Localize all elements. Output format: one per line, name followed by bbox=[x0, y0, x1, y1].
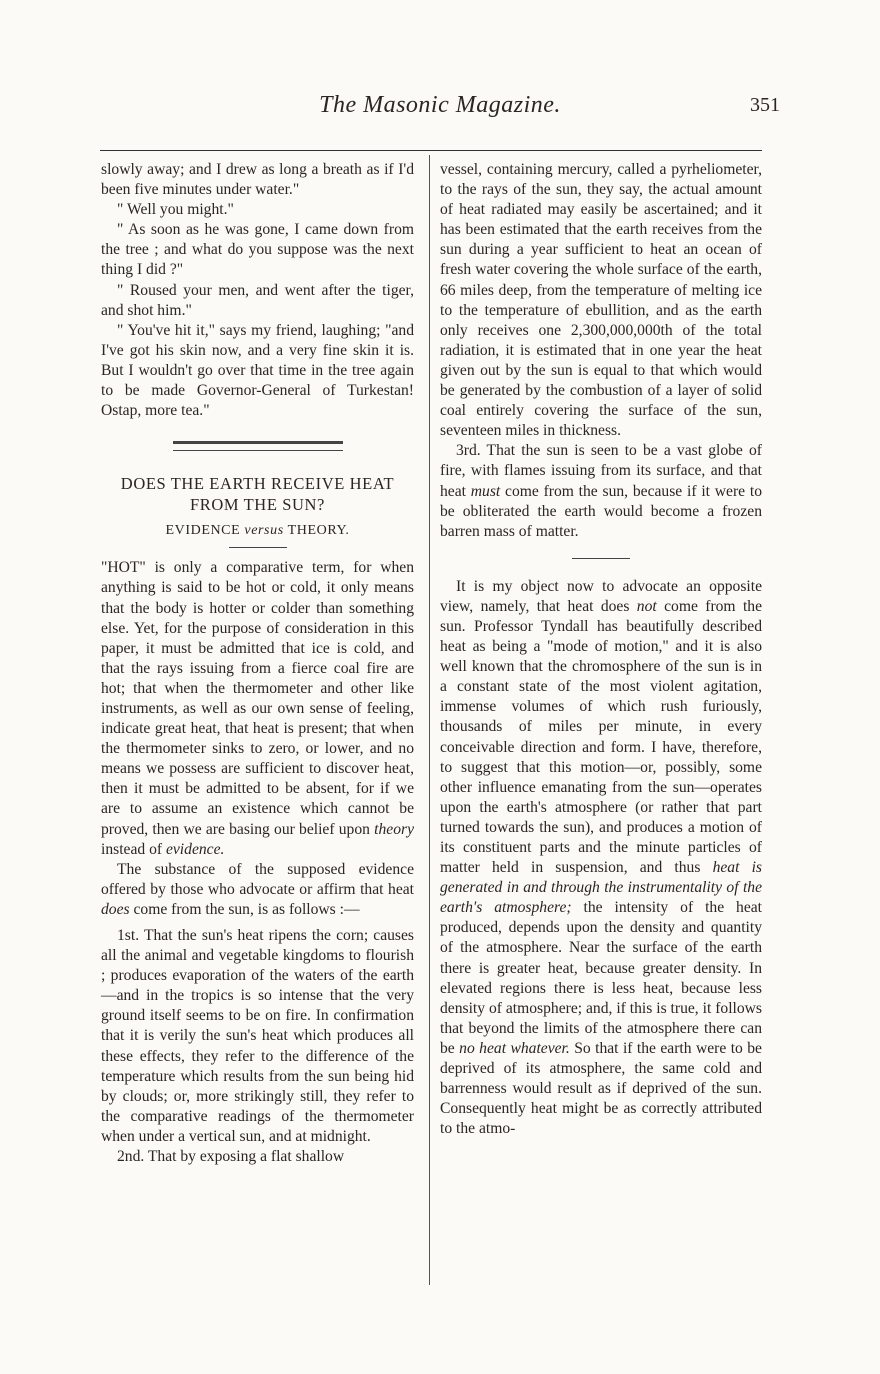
text-run: come from the sun. Professor Tyndall has beautifully described heat as being a "mode of motion," and it is also well known that the chromosphere of the sun is in a constant state of the most violent agitation, immense volumes of which rush furiously, thousands of miles per minute, in every conceivable direction and form. I have, therefore, to suggest that this motion—or, possibly, some other influence emanating from the sun—operates upon the earth's atmosphere (or rather that part turned towards the sun), and produces a motion of its constituent parts and the minute particles of matter held in suspension, and thus bbox=[440, 597, 762, 877]
text-run: It is my object now to advocate an opposite view, namely, that heat does bbox=[440, 577, 762, 615]
article-paragraph bbox=[440, 577, 762, 1140]
right-column bbox=[440, 160, 762, 1139]
article-paragraph: vessel, containing mercury, called a pyrheliometer, to the rays of the sun, they say, the actual amount of heat radiated may easily be ascertained; and it has been estimated that the earth receives from the sun during a year sufficient to heat an ocean of fresh water covering the whole surface of the earth, 66 miles deep, from the temperature of melting ice to the temperature of ebullition, and as the earth only receives one 2,300,000,000th of the total radiation, it is estimated that in one year the heat given out by the sun is equal to that which would be generated by the combustion of a layer of solid coal entirely covering the surface of the sun, seventeen miles in thickness. bbox=[440, 161, 762, 440]
text-run: come from the sun, is as follows :— bbox=[129, 900, 360, 918]
story-paragraph: " As soon as he was gone, I came down from the tree ; and what do you suppose was the next thing I did ?" bbox=[101, 221, 414, 279]
text-run: come from the sun, because if it were to be obliterated the earth would become a frozen barren mass of matter. bbox=[440, 482, 762, 540]
text-run: The substance of the supposed evidence offered by those who advocate or affirm that heat bbox=[101, 860, 414, 898]
section-separator bbox=[173, 441, 343, 451]
italic-run: theory bbox=[374, 820, 414, 838]
text-run: 3rd. That the sun is seen to be a vast globe of fire, with flames issuing from its surface, and that heat bbox=[440, 442, 762, 500]
article-paragraph bbox=[440, 441, 762, 541]
subtitle-theory: THEORY. bbox=[283, 523, 350, 539]
text-run: instead of bbox=[101, 840, 166, 858]
text-run: the intensity of the heat produced, depends upon the density and quantity of the atmosphere. Near the surface of the earth there is greater heat, because greater density. In elevated regions there is less heat, because less density of atmosphere; and, if this is true, it follows that beyond the limits of the atmosphere there can be bbox=[440, 899, 763, 1057]
italic-run: heat is generated in and through the instrumentality of the earth's atmosphere; bbox=[440, 859, 762, 917]
article-paragraph: 2nd. That by exposing a flat shallow bbox=[117, 1148, 345, 1166]
italic-run: no heat whatever. bbox=[459, 1039, 570, 1057]
italic-run: not bbox=[636, 597, 657, 615]
italic-run: evidence. bbox=[165, 840, 225, 858]
subtitle-evidence: EVIDENCE bbox=[165, 523, 245, 539]
header-rule bbox=[100, 150, 762, 151]
text-run: So that if the earth were to be deprived of its atmosphere, the same cold and barrenness would result as if deprived of the sun. Consequently heat might be as correctly attributed to the atmo- bbox=[440, 1039, 762, 1138]
article-paragraph bbox=[101, 860, 414, 920]
italic-run: does bbox=[101, 900, 130, 918]
page-header bbox=[100, 92, 780, 132]
section-rule bbox=[572, 558, 630, 559]
italic-run: must bbox=[470, 482, 501, 500]
story-paragraph: slowly away; and I drew as long a breath as if I'd been five minutes under water." bbox=[101, 161, 414, 199]
article-title-line-1: DOES THE EARTH RECEIVE HEAT bbox=[120, 474, 395, 494]
article-title-line-2: FROM THE SUN? bbox=[190, 495, 325, 515]
text-run: "HOT" is only a comparative term, for when anything is said to be hot or cold, it only means that the body is hotter or colder than something else. Yet, for the purpose of consideration in this paper, it must be admitted that ice is cold, and that the rays issuing from a fierce coal fire are hot; that when the thermometer and other like instruments, as well as our own sense of feeling, indicate great heat, that heat is present; that when the thermometer sinks to zero, or lower, and no means we possess are sufficient to discover heat, then it must be admitted to be absent, for if we are to assume an existence which cannot be proved, then we are basing our belief upon bbox=[101, 559, 414, 838]
article-paragraph bbox=[101, 558, 414, 859]
story-paragraph: " Roused your men, and went after the tiger, and shot him." bbox=[101, 281, 414, 319]
left-column bbox=[101, 160, 414, 1167]
article-subtitle bbox=[101, 521, 414, 541]
subtitle-versus: versus bbox=[244, 523, 284, 539]
running-title: The Masonic Magazine. bbox=[319, 92, 561, 118]
column-divider bbox=[429, 155, 430, 1285]
story-paragraph: " You've hit it," says my friend, laughing; "and I've got his skin now, and a very fine skin it is. But I wouldn't go over that time in the tree again to be made Governor-General of Turkestan! Ostap, more tea." bbox=[101, 321, 414, 420]
article-paragraph: 1st. That the sun's heat ripens the corn; causes all the animal and vegetable kingdoms to flourish ; produces evaporation of the waters of the earth—and in the tropics is so intense that the very ground itself seems to be on fire. In confirmation that it is verily the sun's heat which produces all these effects, they refer to the difference of the temperature which results from the sun being hid by clouds; or, more strikingly still, they refer to the comparative readings of the thermometer when under a vertical sun, and at midnight. bbox=[101, 927, 414, 1145]
title-rule bbox=[229, 547, 287, 548]
article-title bbox=[101, 473, 414, 515]
story-paragraph: " Well you might." bbox=[117, 201, 234, 219]
page-number: 351 bbox=[750, 94, 780, 116]
